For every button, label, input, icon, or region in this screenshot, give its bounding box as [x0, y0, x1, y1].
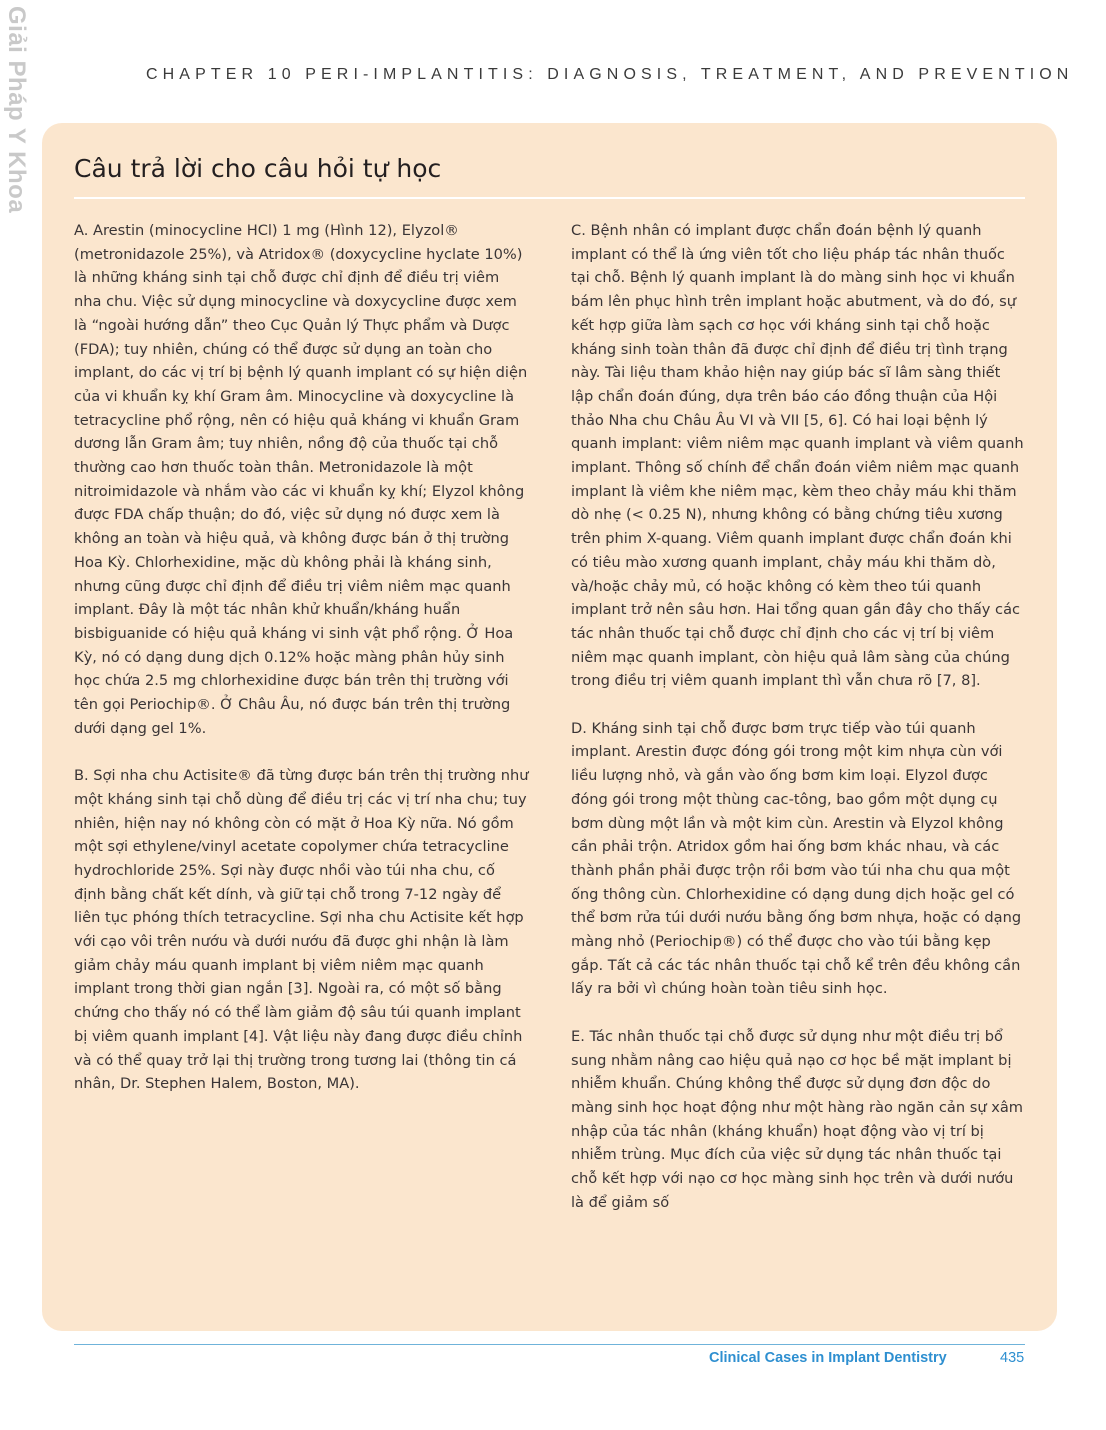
- answer-a: A. Arestin (minocycline HCl) 1 mg (Hình 12), Elyzol® (metronidazole 25%), và Atridox® (doxycycline hyclate 10%) là những kháng sinh tại chỗ được chỉ định để điều trị viêm nha chu. Việc sử dụng minocycline và doxycycline được xem là “ngoài hướng dẫn” theo Cục Quản lý Thực phẩm và Dược (FDA); tuy nhiên, chúng có thể được sử dụng an toàn cho implant, do các vị trí bị bệnh lý quanh implant có sự hiện diện của vi khuẩn kỵ khí Gram âm. Minocycline và doxycycline là tetracycline phổ rộng, nên có hiệu quả kháng vi khuẩn Gram dương lẫn Gram âm; tuy nhiên, nồng độ của thuốc tại chỗ thường cao hơn thuốc toàn thân. Metronidazole là một nitroimidazole và nhắm vào các vi khuẩn kỵ khí; Elyzol không được FDA chấp thuận; do đó, việc sử dụng nó được xem là không an toàn và hiệu quả, và không được bán ở thị trường Hoa Kỳ. Chlorhexidine, mặc dù không phải là kháng sinh, nhưng cũng được chỉ định để điều trị viêm niêm mạc quanh implant. Đây là một tác nhân khử khuẩn/kháng huẩn bisbiguanide có hiệu quả kháng vi sinh vật phổ rộng. Ở Hoa Kỳ, nó có dạng dung dịch 0.12% hoặc màng phân hủy sinh học chứa 2.5 mg chlorhexidine được bán trên thị trường với tên gọi Periochip®. Ở Châu Âu, nó được bán trên thị trường dưới dạng gel 1%.: [74, 222, 528, 737]
- page-number: 435: [1000, 1350, 1025, 1366]
- footer-book-title: Clinical Cases in Implant Dentistry: [709, 1350, 947, 1366]
- running-head: CHAPTER 10 PERI-IMPLANTITIS: DIAGNOSIS, TREATMENT, AND PREVENTION: [146, 66, 1074, 83]
- answer-d: D. Kháng sinh tại chỗ được bơm trực tiếp vào túi quanh implant. Arestin được đóng gói trong một kim nhựa cùn với liều lượng nhỏ, và gắn vào ống bơm kim loại. Elyzol được đóng gói trong một thùng cac-tông, bao gồm một dụng cụ bơm dùng một lần và một kim cùn. Arestin và Elyzol không cần phải trộn. Atridox gồm hai ống bơm khác nhau, và các thành phần phải được trộn rồi bơm vào túi nha chu qua một ống thông cùn. Chlorhexidine có dạng dung dịch hoặc gel có thể bơm rửa túi dưới nướu bằng ống bơm nhựa, hoặc có dạng màng nhỏ (Periochip®) có thể được cho vào túi bằng kẹp gắp. Tất cả các tác nhân thuốc tại chỗ kể trên đều không cần lấy ra bởi vì chúng hoàn toàn tiêu sinh học.: [571, 719, 1022, 998]
- answer-c: C. Bệnh nhân có implant được chẩn đoán bệnh lý quanh implant có thể là ứng viên tốt cho liệu pháp tác nhân thuốc tại chỗ. Bệnh lý quanh implant là do màng sinh học vi khuẩn bám lên phục hình trên implant hoặc abutment, và do đó, sự kết hợp giữa làm sạch cơ học với kháng sinh tại chỗ hoặc kháng sinh toàn thân đã được chỉ định để điều trị tình trạng này. Tài liệu tham khảo hiện nay giúp bác sĩ lâm sàng thiết lập chẩn đoán đúng, dựa trên báo cáo đồng thuận của Hội thảo Nha chu Châu Âu VI và VII [5, 6]. Có hai loại bệnh lý quanh implant: viêm niêm mạc quanh implant và viêm quanh implant. Thông số chính để chẩn đoán viêm niêm mạc quanh implant là viêm khe niêm mạc, kèm theo chảy máu khi thăm dò nhẹ (< 0.25 N), nhưng không có bằng chứng tiêu xương trên phim X-quang. Viêm quanh implant được chẩn đoán khi có tiêu mào xương quanh implant, chảy máu khi thăm dò, và/hoặc chảy mủ, có hoặc không có kèm theo túi quanh implant trở nên sâu hơn. Hai tổng quan gần đây cho thấy các tác nhân thuốc tại chỗ được chỉ định cho các vị trí bị viêm niêm mạc quanh implant, còn hiệu quả lâm sàng của chúng trong điều trị viêm quanh implant thì vẫn chưa rõ [7, 8].: [571, 222, 1024, 690]
- panel-title: Câu trả lời cho câu hỏi tự học: [74, 154, 442, 183]
- title-divider: [74, 197, 1025, 199]
- right-column: [571, 219, 1027, 1238]
- left-column: [74, 219, 530, 1120]
- footer-divider: [74, 1344, 1025, 1345]
- answer-e: E. Tác nhân thuốc tại chỗ được sử dụng như một điều trị bổ sung nhằm nâng cao hiệu quả nạo cơ học bề mặt implant bị nhiễm khuẩn. Chúng không thể được sử dụng đơn độc do màng sinh học hoạt động như một hàng rào ngăn cản sự xâm nhập của tác nhân (kháng khuẩn) hoạt động vào vị trí bị nhiễm trùng. Mục đích của việc sử dụng tác nhân thuốc tại chỗ kết hợp với nạo cơ học màng sinh học trên và dưới nướu là để giảm số: [571, 1027, 1024, 1211]
- watermark: Giải Pháp Y Khoa: [3, 6, 30, 214]
- answer-b: B. Sợi nha chu Actisite® đã từng được bán trên thị trường như một kháng sinh tại chỗ dùng để điều trị các vị trí nha chu; tuy nhiên, hiện nay nó không còn có mặt ở Hoa Kỳ nữa. Nó gồm một sợi ethylene/vinyl acetate copolymer chứa tetracycline hydrochloride 25%. Sợi này được nhồi vào túi nha chu, cố định bằng chất kết dính, và giữ tại chỗ trong 7-12 ngày để liên tục phóng thích tetracycline. Sợi nha chu Actisite kết hợp với cạo vôi trên nướu và dưới nướu đã được ghi nhận là làm giảm chảy máu quanh implant bị viêm niêm mạc quanh implant trong thời gian ngắn [3]. Ngoài ra, có một số bằng chứng cho thấy nó có thể làm giảm độ sâu túi quanh implant bị viêm quanh implant [4]. Vật liệu này đang được điều chỉnh và có thể quay trở lại thị trường trong tương lai (thông tin cá nhân, Dr. Stephen Halem, Boston, MA).: [74, 767, 529, 1093]
